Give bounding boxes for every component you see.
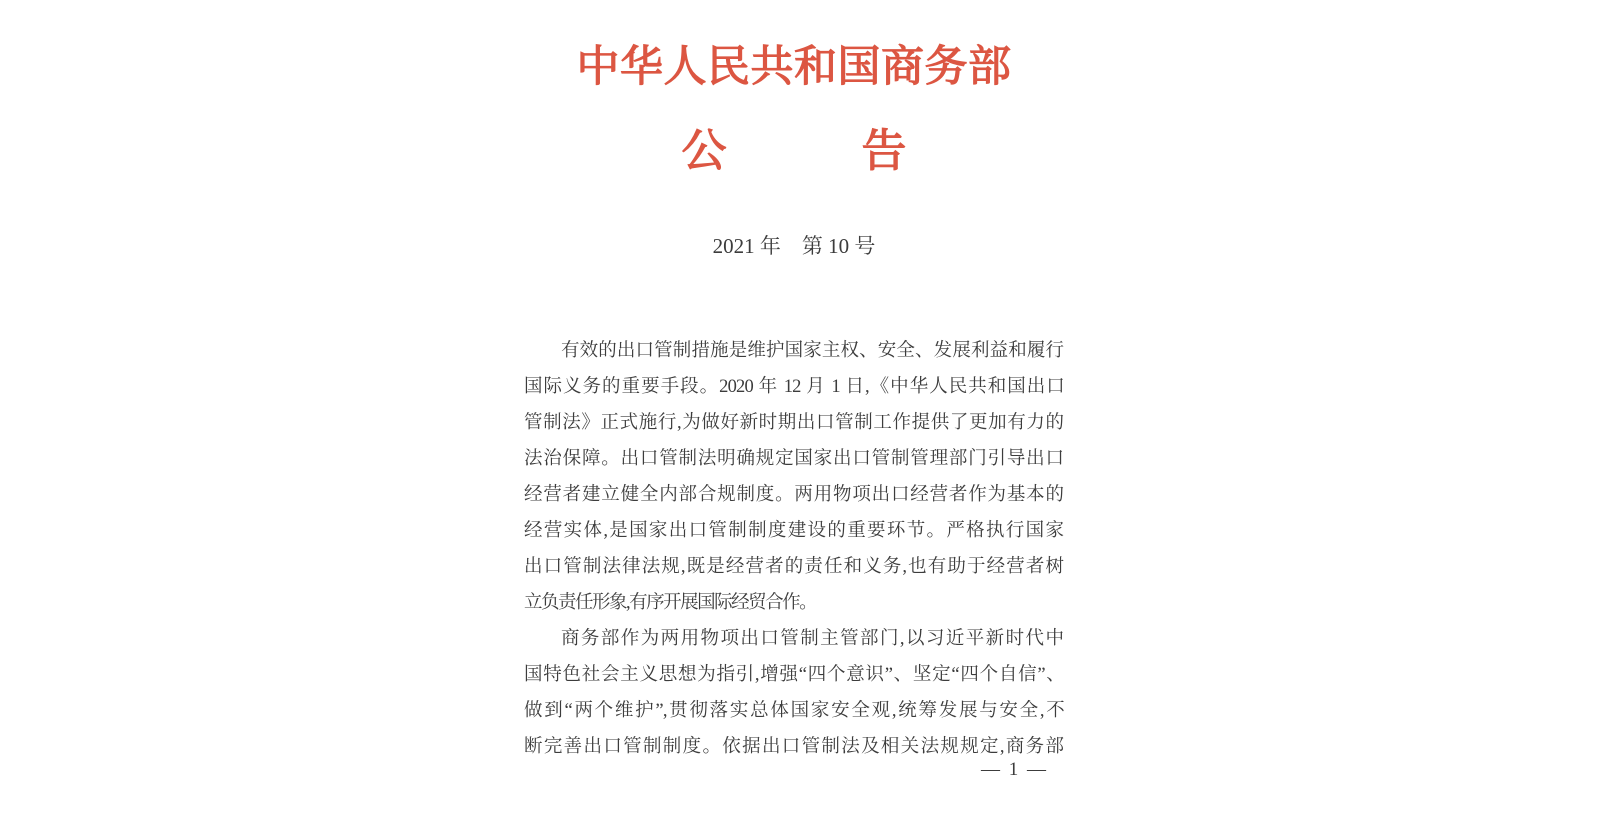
document-type-title: 公 告: [681, 126, 907, 176]
document-issuer-title: 中华人民共和国商务部: [576, 44, 1012, 91]
body-line: 经营实体,是国家出口管制制度建设的重要环节。严格执行国家: [524, 521, 1064, 541]
body-line: 断完善出口管制制度。依据出口管制法及相关法规规定,商务部: [524, 737, 1064, 757]
body-line: 立负责任形象,有序开展国际经贸合作。: [524, 593, 817, 613]
document-text-column: [524, 0, 1064, 819]
body-line: 法治保障。出口管制法明确规定国家出口管制管理部门引导出口: [524, 449, 1064, 469]
document-issue-number: 2021 年 第 10 号: [712, 234, 876, 258]
body-line: 商务部作为两用物项出口管制主管部门,以习近平新时代中: [561, 629, 1064, 649]
body-line: 有效的出口管制措施是维护国家主权、安全、发展利益和履行: [561, 341, 1064, 361]
body-line: 国际义务的重要手段。2020 年 12 月 1 日,《中华人民共和国出口: [524, 377, 1064, 397]
body-line: 做到“两个维护”,贯彻落实总体国家安全观,统筹发展与安全,不: [524, 701, 1064, 721]
body-line: 管制法》正式施行,为做好新时期出口管制工作提供了更加有力的: [524, 413, 1064, 433]
body-line: 国特色社会主义思想为指引,增强“四个意识”、坚定“四个自信”、: [524, 665, 1064, 685]
document-body: [524, 333, 1064, 765]
body-line: 经营者建立健全内部合规制度。两用物项出口经营者作为基本的: [524, 485, 1064, 505]
page-number: — 1 —: [981, 759, 1048, 780]
body-line: 出口管制法律法规,既是经营者的责任和义务,也有助于经营者树: [524, 557, 1064, 577]
